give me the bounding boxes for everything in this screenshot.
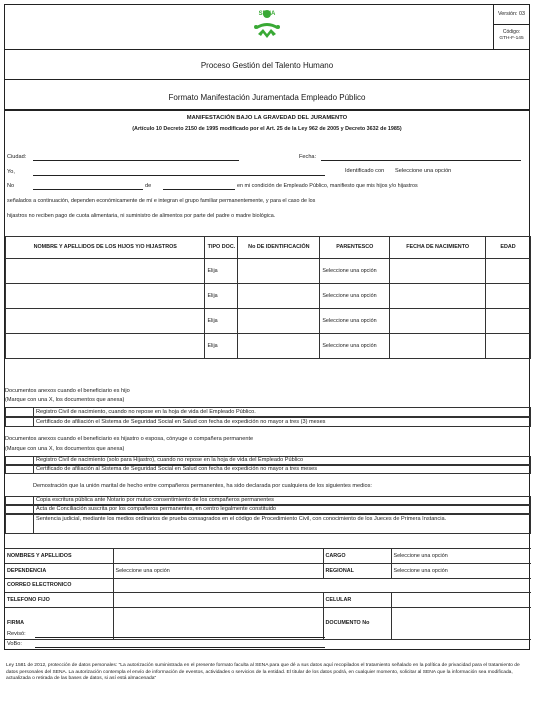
table-row: [6, 309, 531, 334]
doc-label: Sentencia judicial, mediante los medios ordinarios de prueba consagrados en el código de Procedimiento Civil, con conocimiento de los Jueces de Primera Instancia.: [33, 514, 531, 534]
employee-table: [5, 548, 531, 640]
col-header-name: NOMBRE Y APELLIDOS DE LOS HIJOS Y/O HIJASTROS: [6, 237, 205, 259]
birthdate-cell[interactable]: [390, 259, 486, 284]
union-item-3[interactable]: [5, 514, 531, 534]
table-row: [6, 284, 531, 309]
version-label: Versión: 03: [498, 11, 525, 18]
telefono-input[interactable]: [113, 593, 323, 608]
age-cell[interactable]: [486, 259, 531, 284]
correo-label: CORREO ELECTRONICO: [5, 579, 113, 593]
oath-title: MANIFESTACIÓN BAJO LA GRAVEDAD DEL JURAMENTO: [186, 115, 348, 121]
union-item-1[interactable]: [5, 496, 531, 505]
header-divider-2: [5, 79, 529, 80]
birthdate-cell[interactable]: [390, 334, 486, 359]
age-cell[interactable]: [486, 309, 531, 334]
relation-select[interactable]: Seleccione una opción: [320, 259, 390, 284]
doc-type-select[interactable]: Elija: [205, 259, 238, 284]
fecha-label: Fecha:: [299, 154, 317, 160]
child-name-cell[interactable]: [6, 309, 205, 334]
de-label: de: [145, 183, 152, 189]
logo-text: SENA: [258, 11, 276, 17]
id-cell[interactable]: [238, 334, 320, 359]
documento-input[interactable]: [391, 608, 531, 640]
form-body: [4, 110, 530, 650]
table-row: [6, 334, 531, 359]
col-header-age: EDAD: [486, 237, 531, 259]
statement-2: señalados a continuación, dependen económicamente de mí e integran el grupo familiar permanentemente, y para el caso de los: [7, 198, 316, 204]
doc-label: Copia escritura pública ante Notario por mutuo consentimiento de los compañeros permanentes: [33, 496, 531, 505]
cargo-select[interactable]: Seleccione una opción: [391, 549, 531, 564]
header-divider-1: [5, 49, 529, 50]
code-box: [493, 25, 529, 49]
relation-select[interactable]: Seleccione una opción: [320, 284, 390, 309]
table-row: [6, 259, 531, 284]
checkbox[interactable]: [5, 465, 33, 474]
docs-son-item-1[interactable]: [5, 407, 531, 417]
child-name-cell[interactable]: [6, 334, 205, 359]
docs-son-item-2[interactable]: [5, 417, 531, 427]
oath-subtitle: (Artículo 10 Decreto 2150 de 1995 modificado por el Art. 25 de la Ley 962 de 2005 y Decreto 3632 de 1985): [132, 126, 402, 132]
docs-son-title: Documentos anexos cuando el beneficiario es hijo: [5, 388, 130, 394]
id-place-input[interactable]: [163, 189, 235, 190]
vobo-input[interactable]: [35, 647, 325, 648]
docs-step-title: Documentos anexos cuando el beneficiario es hijastro o esposa, cónyuge o compañera permanente: [5, 436, 254, 442]
id-type-select[interactable]: Seleccione una opción: [395, 168, 452, 174]
union-item-2[interactable]: [5, 505, 531, 514]
documento-label: DOCUMENTO No: [323, 608, 391, 640]
age-cell[interactable]: [486, 334, 531, 359]
reviso-label: Revisó:: [7, 631, 26, 637]
celular-input[interactable]: [391, 593, 531, 608]
relation-select[interactable]: Seleccione una opción: [320, 334, 390, 359]
checkbox[interactable]: [5, 514, 33, 534]
nombres-input[interactable]: [113, 549, 323, 564]
dependencia-label: DEPENDENCIA: [5, 564, 113, 579]
sena-logo: [249, 7, 285, 49]
docs-step-item-2[interactable]: [5, 465, 531, 474]
regional-select[interactable]: Seleccione una opción: [391, 564, 531, 579]
identificado-label: Identificado con: [345, 168, 385, 174]
checkbox[interactable]: [5, 496, 33, 505]
col-header-relation: PARENTESCO: [320, 237, 390, 259]
firma-label: FIRMA: [5, 608, 113, 640]
no-label: No: [7, 183, 15, 189]
relation-select[interactable]: Seleccione una opción: [320, 309, 390, 334]
checkbox[interactable]: [5, 407, 33, 417]
birthdate-cell[interactable]: [390, 284, 486, 309]
checkbox[interactable]: [5, 505, 33, 514]
firma-input[interactable]: [113, 608, 323, 640]
doc-type-select[interactable]: Elija: [205, 284, 238, 309]
nombres-label: NOMBRES Y APELLIDOS: [5, 549, 113, 564]
vobo-label: VoBo:: [7, 641, 22, 647]
ciudad-input[interactable]: [33, 160, 239, 161]
doc-type-select[interactable]: Elija: [205, 334, 238, 359]
birthdate-cell[interactable]: [390, 309, 486, 334]
yo-label: Yo,: [7, 169, 15, 175]
doc-label: Registro Civil de nacimiento (solo para Hijastro), cuando no repose en la hoja de vida del Empleado Público: [33, 456, 531, 465]
ciudad-label: Ciudad:: [7, 154, 27, 160]
child-name-cell[interactable]: [6, 259, 205, 284]
docs-step-note: (Marque con una X, los documentos que anexa): [5, 446, 125, 452]
correo-input[interactable]: [113, 579, 531, 593]
doc-type-select[interactable]: Elija: [205, 309, 238, 334]
doc-label: Acta de Conciliación suscrita por los compañeros permanentes, en centro legalmente constituido: [33, 505, 531, 514]
form-header: [4, 4, 530, 110]
id-cell[interactable]: [238, 259, 320, 284]
code-value: GTH-F-145: [499, 35, 524, 41]
format-title: Formato Manifestación Juramentada Empleado Público: [168, 93, 366, 102]
checkbox[interactable]: [5, 456, 33, 465]
checkbox[interactable]: [5, 417, 33, 427]
docs-son-note: (Marque con una X, los documentos que anexa): [5, 397, 125, 403]
doc-label: Registro Civil de nacimiento, cuando no repose en la hoja de vida del Empleado Público.: [33, 407, 531, 417]
fecha-input[interactable]: [321, 160, 521, 161]
col-header-doc-type: TIPO DOC.: [205, 237, 238, 259]
col-header-id: No DE IDENTIFICACIÓN: [238, 237, 320, 259]
children-table: [5, 236, 531, 359]
reviso-input[interactable]: [35, 637, 325, 638]
process-title: Proceso Gestión del Talento Humano: [200, 61, 334, 70]
child-name-cell[interactable]: [6, 284, 205, 309]
yo-input[interactable]: [33, 175, 325, 176]
id-number-input[interactable]: [33, 189, 143, 190]
statement-1: en mi condición de Empleado Público, manifiesto que mis hijos y/o hijastros: [237, 183, 418, 189]
doc-label: Certificado de afiliación el Sistema de Seguridad Social en Salud con fecha de expedición no mayor a tres (3) meses: [33, 417, 531, 427]
code-label: Código:: [502, 29, 521, 35]
dependencia-select[interactable]: Seleccione una opción: [113, 564, 323, 579]
id-cell[interactable]: [238, 309, 320, 334]
statement-3: hijastros no reciben pago de cuota alimentaria, ni suministro de alimentos por parte del padre o madre biológica.: [7, 213, 276, 219]
col-header-birthdate: FECHA DE NACIMIENTO: [390, 237, 486, 259]
union-text: Demostración que la unión marital de hecho entre compañeros permanentes, ha sido declarada por cualquiera de los siguientes medios:: [33, 483, 372, 489]
id-cell[interactable]: [238, 284, 320, 309]
regional-label: REGIONAL: [323, 564, 391, 579]
telefono-label: TELEFONO FIJO: [5, 593, 113, 608]
legal-footer: Ley 1581 de 2012, protección de datos personales: "La autorización suministrada en el presente formato faculta al SENA para que dé a sus datos aquí recopilados el tratamiento señalado en la política de privacidad para el tratamiento de datos personales del SENA. La autorización contempla el envío de información de eventos, actividades o servicios de la entidad. El titular de los datos podrá, en cualquier momento, solicitar al SENA que la información sea modificada, actualizada o retirada de las bases de datos, si así está almacenada": [6, 663, 520, 682]
docs-step-item-1[interactable]: [5, 456, 531, 465]
age-cell[interactable]: [486, 284, 531, 309]
celular-label: CELULAR: [323, 593, 391, 608]
cargo-label: CARGO: [323, 549, 391, 564]
version-box: [493, 5, 529, 25]
doc-label: Certificado de afiliación al Sistema de Seguridad Social en Salud con fecha de expedición no mayor a tres meses: [33, 465, 531, 474]
